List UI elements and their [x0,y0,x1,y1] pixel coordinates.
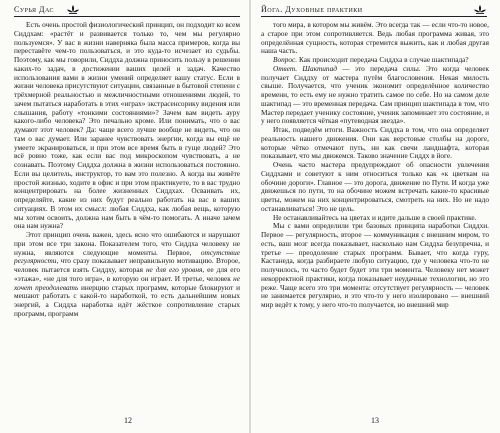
header-rule [261,16,487,17]
running-header-title: Йога. Духовные практики [261,5,363,14]
paragraph-text: инерцию старых программ, которые блокируют и мешают работать с какой-то наработкой, то есть дальнейшим новых энергий, а Сиддха наработка идёт жёсткое сопротивление старых программ, программ [14,282,240,318]
body-paragraph [14,231,240,319]
right-page-body [261,21,489,310]
paragraph-text: , ее для его «этажа», «не для того игра», в которую он играет. И третье, человек [14,265,241,283]
body-paragraph [261,65,489,126]
emphasized-text: не хочет преодолевать [14,273,240,292]
left-running-header [14,4,240,16]
emphasized-text: Вопрос. [273,55,298,64]
paragraph-text: Мы с вами определили три базовых принципа наработки Сиддхи. Первое — регулярность, второе — коммуникация с внешним миром, то есть, ваш мозг всегда показывает, насколько нам Сиддха безупречна, и третье — преодоление старых программ. Бывает, что когда гуру, Кастанеда, когда разбираете любую ситуацию, где у человека что-то не получилось, то часто будет будет эти три момента. Человеку нет может некорректной практики, когда показывает неудачные технологии, но это реже. Чаще всего это три момента: отсутствует регулярность — человек не занимается регулярно, и это что-то у него изолировано — внешний мир ведёт к тому, у него что-то получается, но внешний мир [261,221,489,309]
paragraph-text: Итак, подведём итоги. Важность Сиддха в том, что она определяет реальность нашего движения. Они как верстовые столбы на дороге, которые чётко отмечают путь, ни как свечи ландшафта, которая показывает, что мы движемся. Таково значение Сиддх в йоге. [261,125,489,161]
running-header-author: Сурья Дас [14,5,55,14]
body-paragraph [261,21,489,56]
emphasized-text: не для его уровня [145,265,203,274]
body-paragraph [261,126,489,161]
paragraph-text: Этот принцип очень важен, здесь ясно что ошибаются и нарушают при этом все три закона. Показателем того, что Сиддха человеку не нужна, являются следующие моменты. Первое, [14,230,240,257]
header-rule [14,16,240,17]
paragraph-text: того мира, в котором мы живём. Это всегда так — если что-то новое, а старое при этом сопротивляется. Ведь любая программа живая, это определённая сущность, которая стремится выжить, как и любая другая наша часть. [261,20,489,56]
body-paragraph [261,222,489,310]
paragraph-text: Есть очень простой физиологический принцип, он подходит ко всем Сиддхам: «растёт и развивается только то, чем мы регулярно пользуемся». У вас в жизни наверняка была масса примеров, когда вы переставёте чем-то пользоваться, и это куда-то исчезает из судьбы. Поэтому, как мы говорили, Сиддха должна приносить пользу в решении каких-то задач, в достижении ваших целей и задач. Качество использования вами в жизни умений определяет вашу статус. Если в жизни человека присутствуют ситуации, связанные в бытовой степени с трёхмерной реальностью и межличностными отношениями людей, то зачем пытаться наработать в этих «играх» экстрасенсорику видения или слышания, работу «тонкими состояниями»? Зачем вам видеть ауру какого-либо человека? Это печально кроме. Или понимать, что о вас думают этот человек? Да: чаще всего лучше вообще не видеть, что он там о вас думает. Или заранее чувствовать энергии, когда вы ещё не умеете экранироваться, и при этом все время быть в гуще людей? Это всё ровно тоже, как если вас под микроскопом чувствовать, а не сознавать. Поэтому Сиддха должна в жизни использоваться постоянно. Если вы целитель, инструктор, то вам это полезно. А когда вы живёте простой жизнью, ходите в офис и при этом практикуете, то в вас трудно концентрировать на более жизненных Сиддхах. Осваивать их, определяйте, какие из них будут реально работать на вас в ваших ситуациях. В этом их смысл: любая Сиддха, как любая вещь, которую мы хотим освоить, должна нам быть в чём-то помогать. А иначе зачем она нам нужна? [14,20,240,231]
emphasized-text: отсутствие регулярности [14,247,240,266]
paragraph-text: Очень часто мастера предупреждают об опасности увлечения Сиддхами и советуют к ним относиться только как «к цветкам на обочине дороги». Главное — это дорога, движение по Пути. И когда уже движешься по пути, то на обочине можем встречать какие-то красивые цветы, можем на них концентрироваться, смотреть на них. Но не надо останавливаться! Это не цель. [261,160,489,213]
left-page-body [14,21,240,319]
right-page [251,0,500,433]
right-running-header [261,4,487,16]
body-paragraph [14,21,240,231]
lotus-ornament-icon [66,4,80,16]
emphasized-text: Шактипад [302,63,337,73]
paragraph-text: — это передача силы. Это когда человек получает Сиддху от мастера путём благословения. Некая милость свыше. Получается, что ученик экономит определённое количество времени, то есть ему не нужно тратить самое по себе. Но на самом деле шактипад — это временная передача. Сам принцип шактипада в том, что Мастер передает ученику состояние, ученик запоминает это состояние, и у него появляется чёткая «путеводная звезда». [261,63,489,126]
page-number: 12 [124,416,132,425]
paragraph-text: Не останавливайтесь на цветах и идите дальше в своей практике. [273,212,477,222]
lotus-ornament-icon [473,4,487,16]
paragraph-text: Как происходит передача Сиддха в случае шактипада? [297,55,469,64]
paragraph-text: , что сразу показывает неправильную мотивацию. Второе, человек пытается взять Сиддху, которая [14,256,240,274]
emphasized-text: Ответ. [273,63,298,73]
body-paragraph [261,161,489,214]
page-number: 13 [371,416,379,425]
left-page [0,0,249,433]
